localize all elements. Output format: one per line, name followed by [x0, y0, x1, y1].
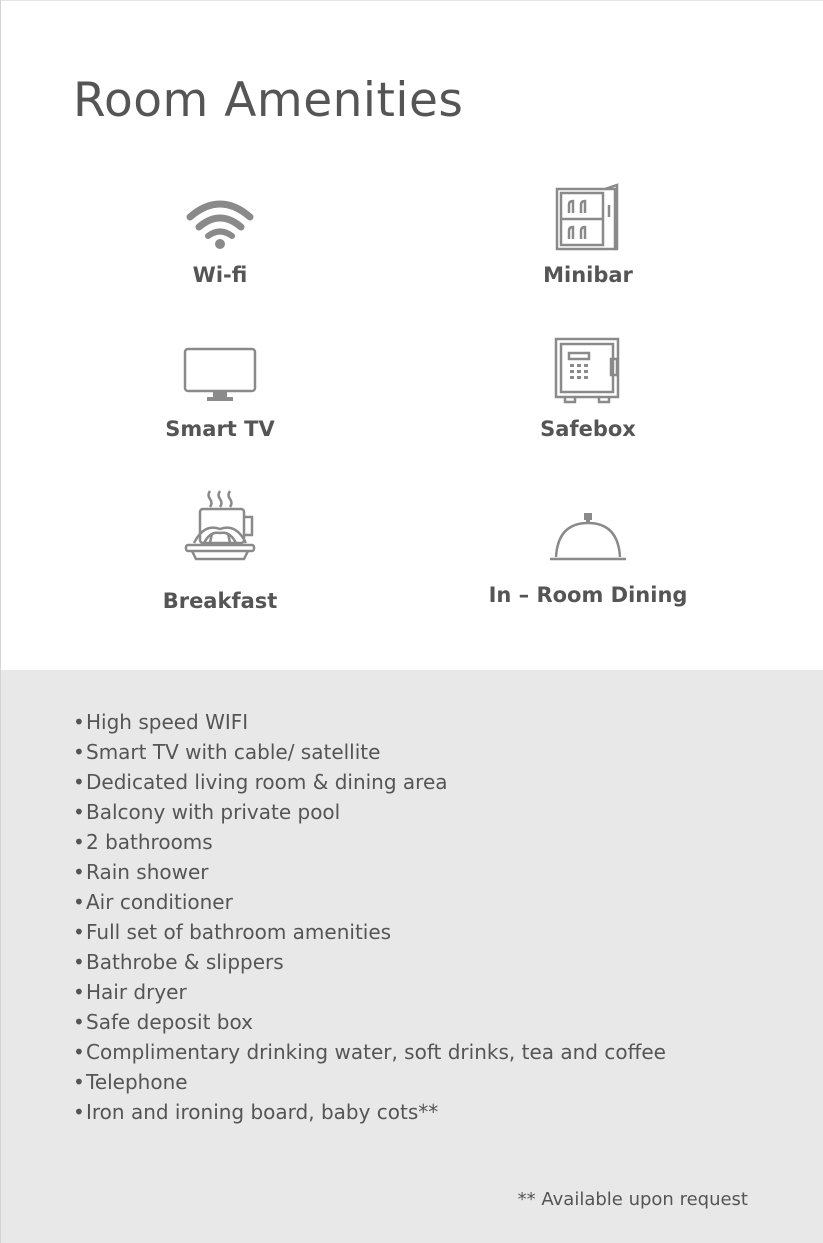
features-list [73, 707, 666, 1127]
list-item: •Rain shower [73, 860, 209, 884]
amenity-label: In – Room Dining [488, 583, 688, 607]
amenity-in-room-dining [458, 511, 718, 607]
list-item: •Smart TV with cable/ satellite [73, 740, 381, 764]
amenity-label: Wi-fi [192, 263, 248, 287]
list-item: •Air conditioner [73, 890, 233, 914]
amenity-label: Smart TV [165, 417, 275, 441]
cloche-icon [548, 511, 628, 567]
list-item: •Bathrobe & slippers [73, 950, 284, 974]
amenity-label: Minibar [543, 263, 633, 287]
list-item: •Complimentary drinking water, soft drinks, tea and coffee [73, 1040, 666, 1064]
amenity-safebox [458, 337, 718, 441]
list-item: •Hair dryer [73, 980, 187, 1004]
footnote: ** Available upon request [517, 1189, 748, 1210]
amenity-minibar [458, 183, 718, 287]
wifi-icon [185, 197, 255, 251]
list-item: •High speed WIFI [73, 710, 249, 734]
minibar-icon [553, 183, 623, 253]
list-item: •Dedicated living room & dining area [73, 770, 448, 794]
breakfast-icon [180, 487, 260, 567]
page-title: Room Amenities [73, 73, 464, 128]
list-item: •Balcony with private pool [73, 800, 341, 824]
list-item: •Telephone [73, 1070, 188, 1094]
amenity-smart-tv [90, 347, 350, 441]
list-item: •Full set of bathroom amenities [73, 920, 392, 944]
list-item: •2 bathrooms [73, 830, 213, 854]
amenity-label: Safebox [540, 417, 636, 441]
amenity-wifi [90, 197, 350, 287]
list-item: •Safe deposit box [73, 1010, 253, 1034]
list-item: •Iron and ironing board, baby cots** [73, 1100, 439, 1124]
tv-icon [183, 347, 257, 403]
safe-icon [553, 337, 623, 405]
amenity-label: Breakfast [162, 589, 278, 613]
amenity-breakfast [90, 487, 350, 613]
